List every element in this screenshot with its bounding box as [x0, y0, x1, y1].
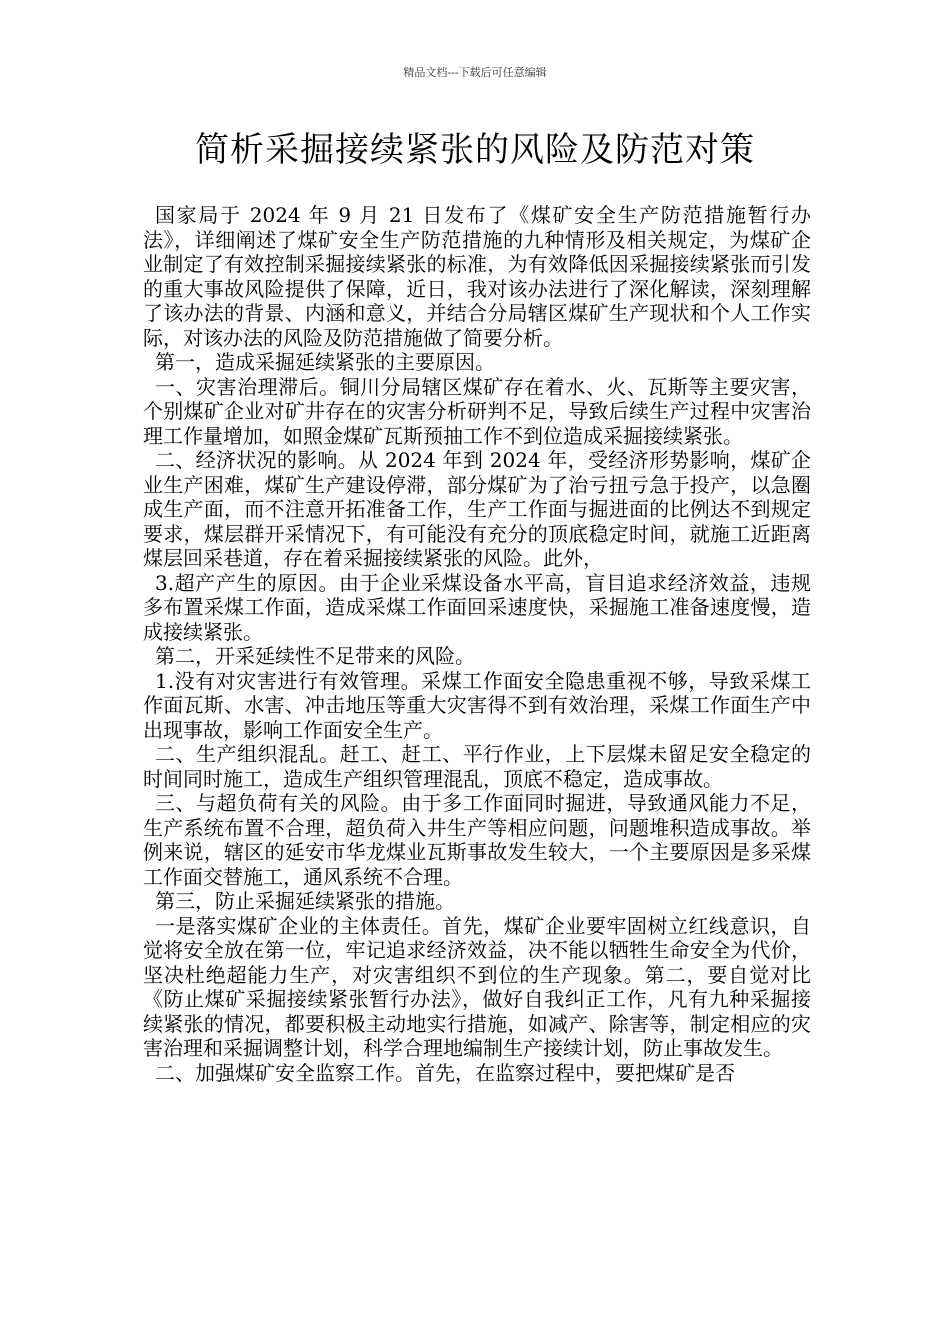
section-heading-measures: 第三，防止采掘延续紧张的措施。 — [155, 889, 455, 913]
paragraph-risk-1: 1.没有对灾害进行有效管理。采煤工作面安全隐患重视不够，导致采煤工作面瓦斯、水害、冲击地压等重大灾害得不到有效治理，采煤工作面生产中出现事故，影响工作面安全生产。 — [143, 668, 811, 742]
header-note: 精品文档---下载后可任意编辑 — [403, 66, 547, 79]
paragraph-risk-2: 二、生产组织混乱。赶工、赶工、平行作业，上下层煤未留足安全稳定的时间同时施工，造成生产组织管理混乱，顶底不稳定，造成事故。 — [143, 742, 811, 791]
paragraph-measure-1: 一是落实煤矿企业的主体责任。首先，煤矿企业要牢固树立红线意识，自觉将安全放在第一位，牢记追求经济效益，决不能以牺牲生命安全为代价，坚决杜绝超能力生产，对灾害组织不到位的生产现象。第二，要自觉对比《防止煤矿采掘接续紧张暂行办法》，做好自我纠正工作，凡有九种采掘接续紧张的情况，都要积极主动地实行措施，如减产、除害等，制定相应的灾害治理和采掘调整计划，科学合理地编制生产接续计划，防止事故发生。 — [143, 913, 811, 1060]
paragraph-intro: 国家局于 2024 年 9 月 21 日发布了《煤矿安全生产防范措施暂行办法》，详细阐述了煤矿安全生产防范措施的九种情形及相关规定，为煤矿企业制定了有效控制采掘接续紧张的标准，为有效降低因采掘接续紧张而引发的重大事故风险提供了保障，近日，我对该办法进行了深化解读，深刻理解了该办法的背景、内涵和意义，并结合分局辖区煤矿生产现状和个人工作实际，对该办法的风险及防范措施做了简要分析。 — [143, 203, 811, 350]
paragraph-measure-2: 二、加强煤矿安全监察工作。首先，在监察过程中，要把煤矿是否 — [155, 1060, 735, 1085]
paragraph-cause-2: 二、经济状况的影响。从 2024 年到 2024 年，受经济形势影响，煤矿企业生产困难，煤矿生产建设停滞，部分煤矿为了治亏扭亏急于投产，以急圈成生产面，而不注意开拓准备工作，生产工作面与掘进面的比例达不到规定要求，煤层群开采情况下，有可能没有充分的顶底稳定时间，就施工近距离煤层回采巷道，存在着采掘接续紧张的风险。此外， — [143, 448, 811, 570]
section-heading-risks: 第二，开采延续性不足带来的风险。 — [155, 644, 475, 668]
paragraph-cause-1: 一、灾害治理滞后。铜川分局辖区煤矿存在着水、火、瓦斯等主要灾害，个别煤矿企业对矿井存在的灾害分析研判不足，导致后续生产过程中灾害治理工作量增加，如照金煤矿瓦斯预抽工作不到位造成采掘接续紧张。 — [143, 374, 811, 448]
document-body — [143, 203, 811, 1085]
paragraph-cause-3: 3.超产产生的原因。由于企业采煤设备水平高，盲目追求经济效益，违规多布置采煤工作面，造成采煤工作面回采速度快，采掘施工准备速度慢，造成接续紧张。 — [143, 570, 811, 644]
section-heading-causes: 第一，造成采掘延续紧张的主要原因。 — [155, 350, 495, 374]
paragraph-risk-3: 三、与超负荷有关的风险。由于多工作面同时掘进，导致通风能力不足，生产系统布置不合理，超负荷入井生产等相应问题，问题堆积造成事故。举例来说，辖区的延安市华龙煤业瓦斯事故发生较大，一个主要原因是多采煤工作面交替施工，通风系统不合理。 — [143, 791, 811, 889]
document-title: 简析采掘接续紧张的风险及防范对策 — [195, 130, 755, 170]
